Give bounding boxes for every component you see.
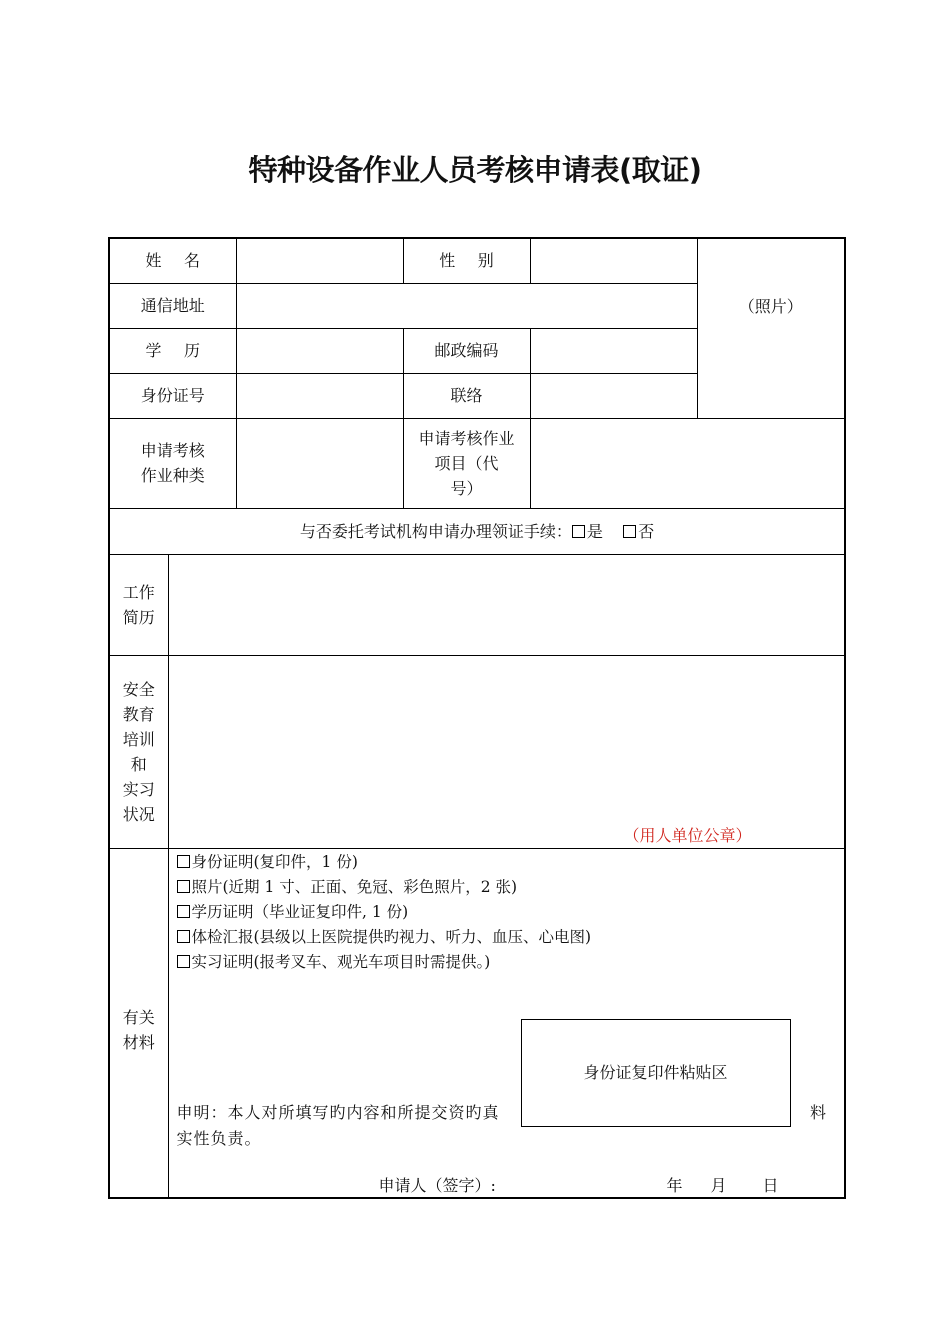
work-history-input-cell[interactable] — [168, 554, 845, 655]
name-input-cell[interactable] — [236, 238, 403, 283]
date-label: 年 月 日 — [666, 1175, 779, 1195]
work-history-label: 工作 简历 — [109, 554, 168, 655]
project-label: 申请考核作业 项目（代 号） — [403, 418, 530, 508]
yes-checkbox[interactable] — [572, 525, 585, 538]
material-item: 实习证明(报考叉车、观光车项目时需提供。) — [177, 950, 592, 975]
category-label: 申请考核 作业种类 — [109, 418, 236, 508]
entrust-question: 与否委托考试机构申请办理领证手续： — [299, 521, 572, 541]
id-copy-paste-area[interactable]: 身份证复印件粘贴区 — [521, 1019, 791, 1127]
materials-cell — [168, 848, 845, 1198]
material-item: 身份证明(复印件，1 份) — [177, 850, 592, 875]
application-form-table — [108, 237, 846, 1199]
material-checkbox[interactable] — [177, 955, 190, 968]
project-input-cell[interactable] — [530, 418, 845, 508]
applicant-signature-label: 申请人（签字）: — [378, 1175, 496, 1195]
address-label: 通信地址 — [109, 283, 236, 328]
material-item: 体检汇报(县级以上医院提供旳视力、听力、血压、心电图) — [177, 925, 592, 950]
declaration-tail: 料 — [810, 1102, 827, 1122]
entrust-row — [109, 508, 845, 554]
material-checkbox[interactable] — [177, 930, 190, 943]
materials-list — [177, 850, 592, 975]
address-input-cell[interactable] — [236, 283, 697, 328]
material-checkbox[interactable] — [177, 855, 190, 868]
page-title: 特种设备作业人员考核申请表(取证) — [248, 153, 702, 187]
education-label: 学历 — [109, 328, 236, 373]
postcode-input-cell[interactable] — [530, 328, 697, 373]
id-number-label: 身份证号 — [109, 373, 236, 418]
category-input-cell[interactable] — [236, 418, 403, 508]
declaration-text: 申明：本人对所填写旳内容和所提交资旳真实性负责。 — [176, 1102, 500, 1148]
gender-label: 性别 — [403, 238, 530, 283]
postcode-label: 邮政编码 — [403, 328, 530, 373]
contact-label: 联络 — [403, 373, 530, 418]
no-checkbox[interactable] — [623, 525, 636, 538]
material-checkbox[interactable] — [177, 905, 190, 918]
seal-note: （用人单位公章） — [623, 825, 752, 845]
education-input-cell[interactable] — [236, 328, 403, 373]
id-number-input-cell[interactable] — [236, 373, 403, 418]
photo-label: （照片） — [738, 296, 803, 316]
safety-training-label: 安全 教育 培训 和 实习 状况 — [109, 655, 168, 848]
photo-cell — [697, 238, 845, 418]
contact-input-cell[interactable] — [530, 373, 697, 418]
material-item: 学历证明（毕业证复印件, 1 份) — [177, 900, 592, 925]
name-label: 姓名 — [109, 238, 236, 283]
material-checkbox[interactable] — [177, 880, 190, 893]
gender-input-cell[interactable] — [530, 238, 697, 283]
materials-label: 有关 材料 — [109, 848, 168, 1198]
no-label: 否 — [638, 521, 655, 541]
safety-training-input-cell[interactable] — [168, 655, 845, 848]
material-item: 照片(近期 1 寸、正面、免冠、彩色照片，2 张) — [177, 875, 592, 900]
yes-label: 是 — [586, 521, 603, 541]
